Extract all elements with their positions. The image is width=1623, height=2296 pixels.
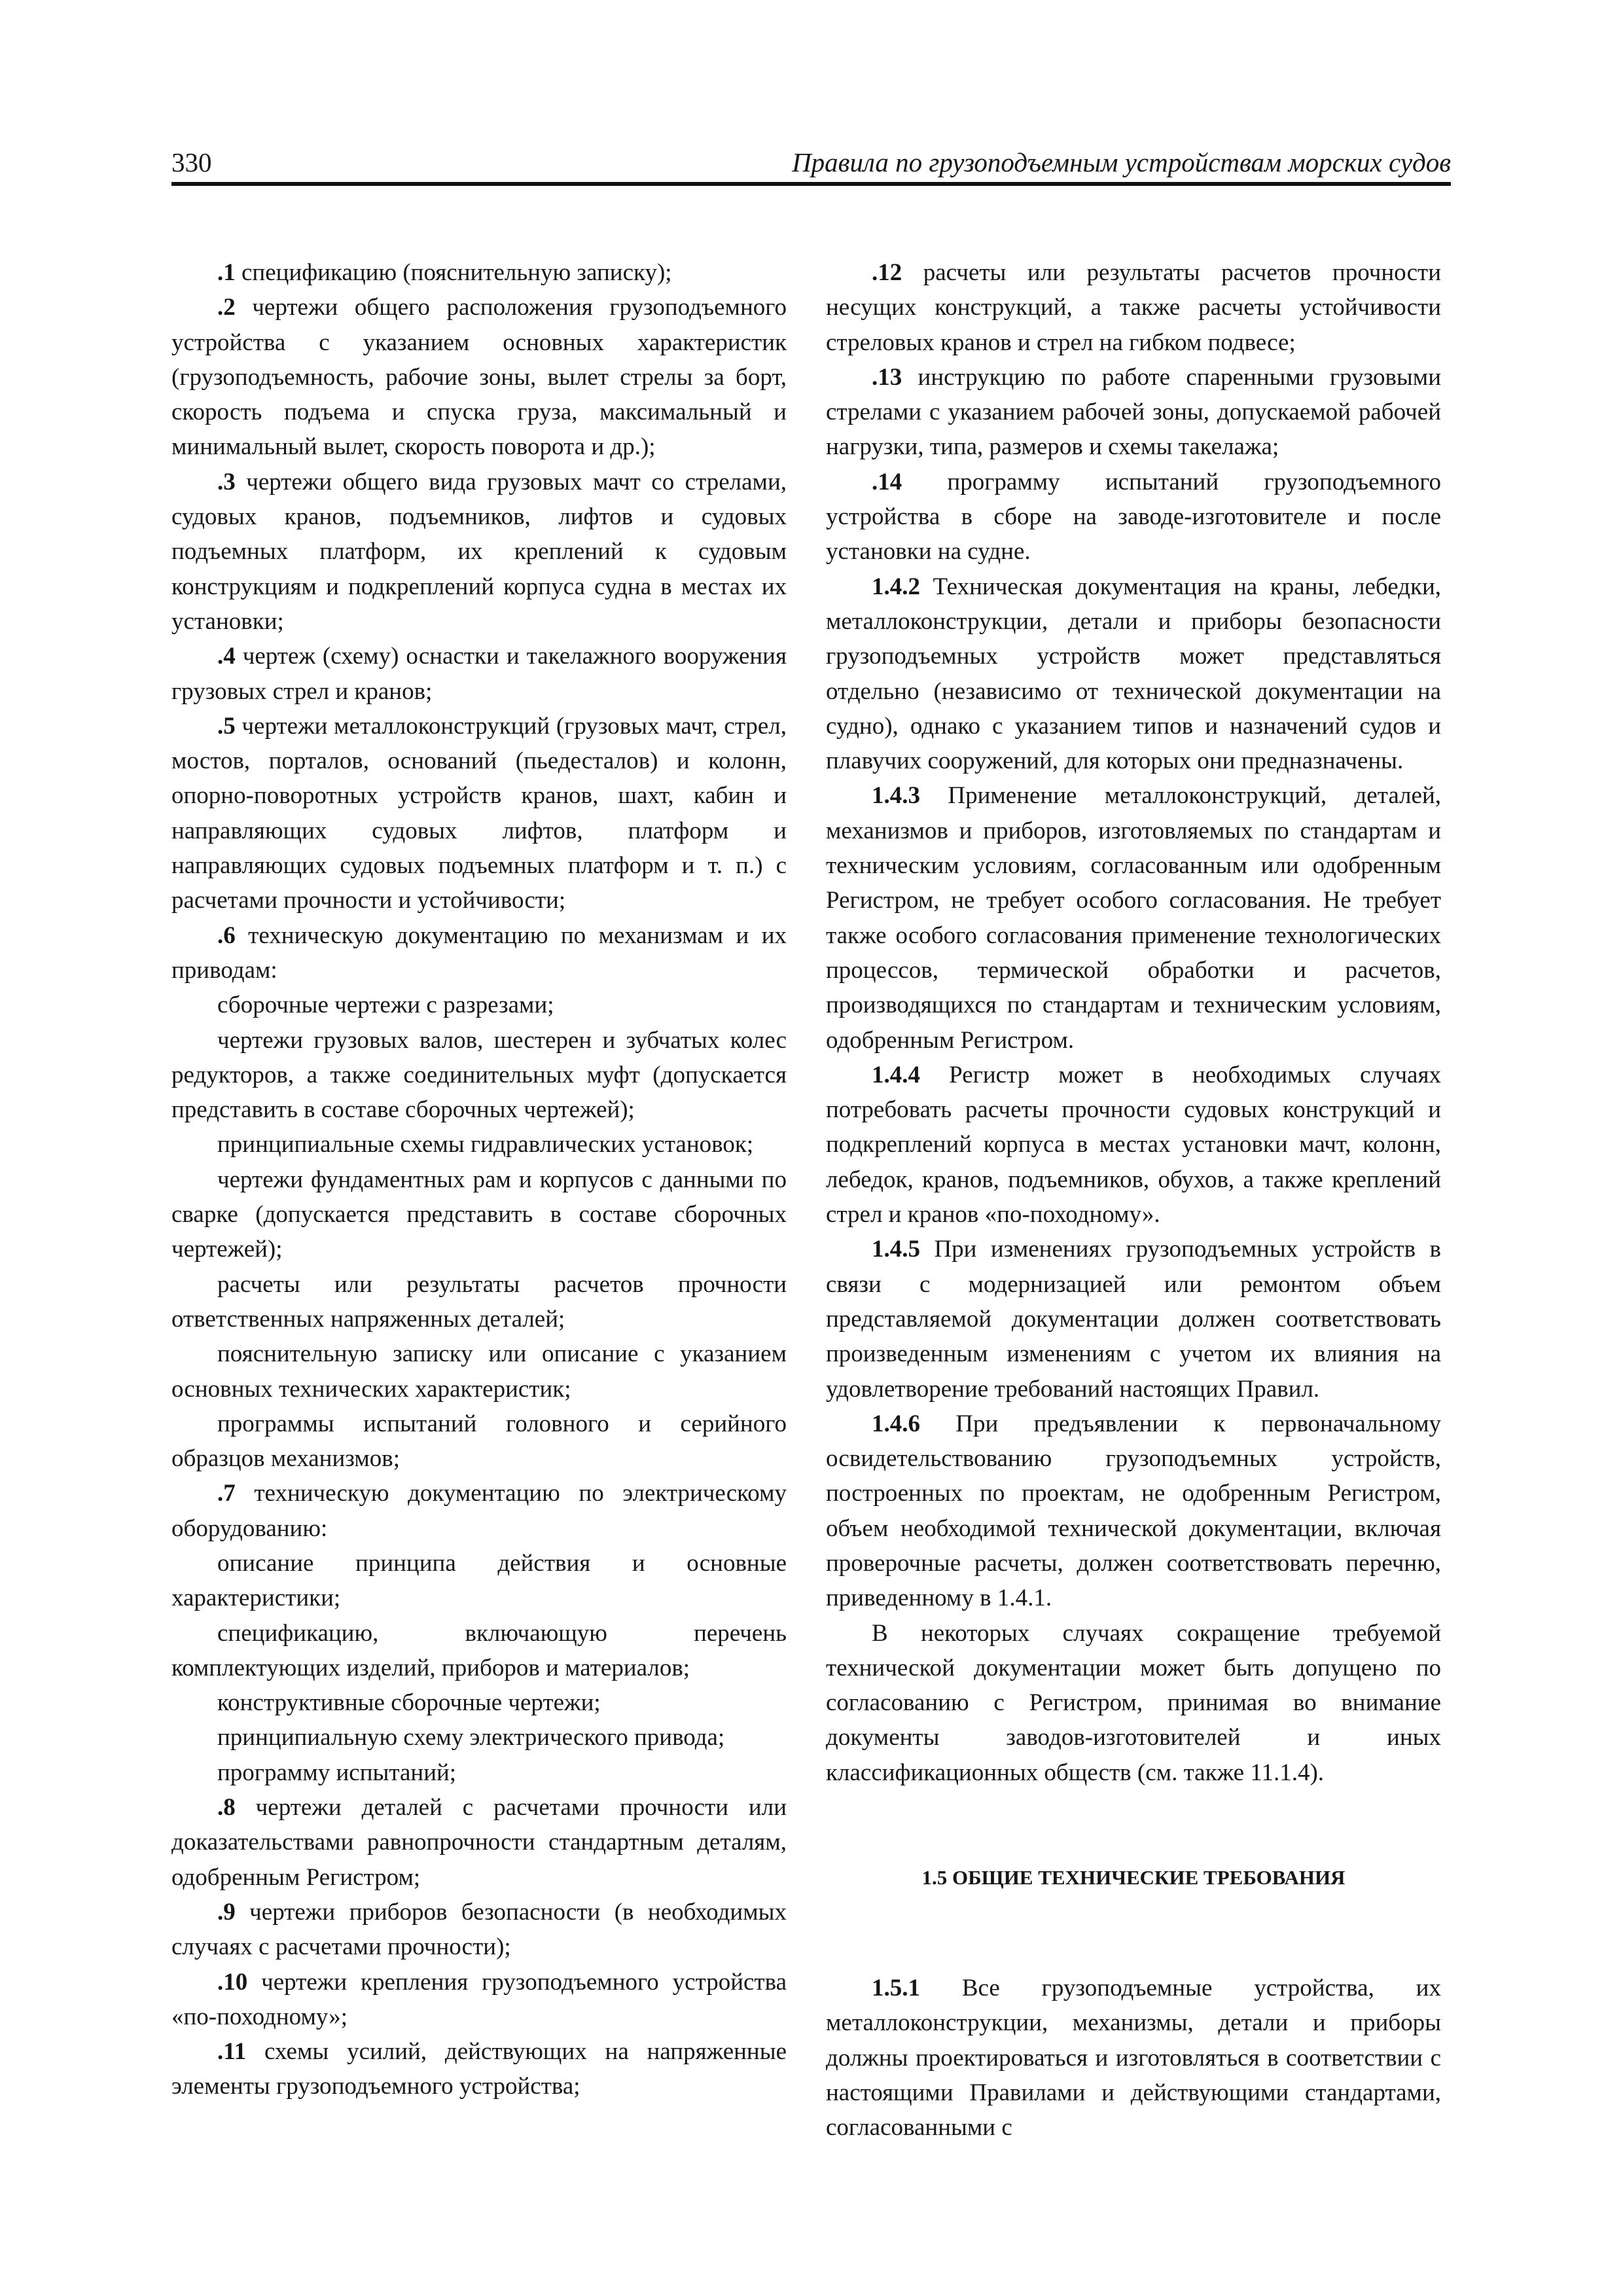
page-number: 330: [171, 147, 212, 177]
paragraph: 1.5.1 Все грузоподъемные устройства, их металлоконструкции, механизмы, детали и приборы должны проектироваться и изготовляться в соответствии с настоящими Правилами и действующими стандартами, согласованными с: [826, 1975, 1441, 2142]
paragraph: 1.4.6 При предъявлении к первоначальному освидетельствованию грузоподъемных устройств, построенных по проектам, не одобренным Регистром, объем необходимой технической документации, включая проверочные расчеты, должен соответствовать перечню, приведенному в 1.4.1.: [826, 1410, 1441, 1612]
list-item: .4 чертеж (схему) оснастки и такелажного вооружения грузовых стрел и кранов;: [171, 643, 787, 705]
paragraph: 1.4.2 Техническая документация на краны, лебедки, металлоконструкции, детали и приборы безопасности грузоподъемных устройств может представляться отдельно (независимо от технической документации на судно), однако с указанием типов и назначений судов и плавучих сооружений, для которых они предназначены.: [826, 573, 1441, 775]
left-column: [171, 255, 787, 2104]
list-item: .13 инструкцию по работе спаренными грузовыми стрелами с указанием рабочей зоны, допускаемой рабочей нагрузки, типа, размеров и схемы такелажа;: [826, 363, 1441, 461]
list-item: .14 программу испытаний грузоподъемного устройства в сборе на заводе-изготовителе и после установки на судне.: [826, 468, 1441, 565]
paragraph: 1.4.3 Применение металлоконструкций, деталей, механизмов и приборов, изготовляемых по стандартам и техническим условиям, согласованным или одобренным Регистром, не требует особого согласования. Не требует также особого согласования применение технологических процессов, термической обработки и расчетов, производящихся по стандартам и техническим условиям, одобренным Регистром.: [826, 782, 1441, 1054]
list-item: .10 чертежи крепления грузоподъемного устройства «по-походному»;: [171, 1968, 787, 2030]
list-item: .8 чертежи деталей с расчетами прочности или доказательствами равнопрочности стандартным деталям, одобренным Регистром;: [171, 1794, 787, 1891]
list-item: .2 чертежи общего расположения грузоподъемного устройства с указанием основных характеристик (грузоподъемность, рабочие зоны, вылет стрелы за борт, скорость подъема и спуска груза, максимальный и минимальный вылет, скорость поворота и др.);: [171, 294, 787, 461]
list-item: спецификацию, включающую перечень комплектующих изделий, приборов и материалов;: [171, 1619, 787, 1681]
list-item: конструктивные сборочные чертежи;: [217, 1689, 601, 1717]
list-item: чертежи фундаментных рам и корпусов с данными по сварке (допускается представить в составе сборочных чертежей);: [171, 1166, 787, 1263]
list-item: .12 расчеты или результаты расчетов прочности несущих конструкций, а также расчеты устойчивости стреловых кранов и стрел на гибком подвесе;: [826, 259, 1441, 356]
list-item: .9 чертежи приборов безопасности (в необходимых случаях с расчетами прочности);: [171, 1898, 787, 1961]
section-spacer: [826, 1790, 1441, 1863]
list-item: .1 спецификацию (пояснительную записку);: [217, 259, 672, 286]
list-item: программы испытаний головного и серийного образцов механизмов;: [171, 1410, 787, 1473]
paragraph: 1.4.5 При изменениях грузоподъемных устройств в связи с модернизацией или ремонтом объем представляемой документации должен соответствовать произведенным изменениям с учетом их влияния на удовлетворение требований настоящих Правил.: [826, 1236, 1441, 1403]
section-spacer: [826, 1892, 1441, 1971]
list-item: чертежи грузовых валов, шестерен и зубчатых колес редукторов, а также соединительных муфт (допускается представить в составе сборочных чертежей);: [171, 1026, 787, 1124]
paragraph: В некоторых случаях сокращение требуемой технической документации может быть допущено по согласованию с Регистром, принимая во внимание документы заводов-изготовителей и иных классификационных обществ (см. также 11.1.4).: [826, 1619, 1441, 1786]
list-item: расчеты или результаты расчетов прочности ответственных напряженных деталей;: [171, 1270, 787, 1333]
list-item: .11 схемы усилий, действующих на напряженные элементы грузоподъемного устройства;: [171, 2038, 787, 2100]
list-item: .6 техническую документацию по механизмам и их приводам:: [171, 922, 787, 984]
paragraph: 1.4.4 Регистр может в необходимых случаях потребовать расчеты прочности судовых конструкций и подкреплений корпуса в местах установки мачт, колонн, лебедок, кранов, подъемников, обухов, а также креплений стрел и кранов «по-походному».: [826, 1061, 1441, 1229]
list-item: принципиальные схемы гидравлических установок;: [217, 1131, 754, 1158]
right-column: [826, 255, 1441, 2145]
list-item: описание принципа действия и основные характеристики;: [171, 1549, 787, 1612]
running-title: Правила по грузоподъемным устройствам морских судов: [792, 147, 1451, 177]
list-item: сборочные чертежи с разрезами;: [217, 992, 554, 1019]
running-header: [171, 143, 1451, 186]
list-item: пояснительную записку или описание с указанием основных технических характеристик;: [171, 1340, 787, 1403]
list-item: .3 чертежи общего вида грузовых мачт со стрелами, судовых кранов, подъемников, лифтов и судовых подъемных платформ, их креплений к судовым конструкциям и подкреплений корпуса судна в местах их установки;: [171, 468, 787, 635]
list-item: .5 чертежи металлоконструкций (грузовых мачт, стрел, мостов, порталов, оснований (пьедесталов) и колонн, опорно-поворотных устройств кранов, шахт, кабин и направляющих судовых лифтов, платформ и направляющих судовых подъемных платформ и т. п.) с расчетами прочности и устойчивости;: [171, 712, 787, 914]
section-title: 1.5 ОБЩИЕ ТЕХНИЧЕСКИЕ ТРЕБОВАНИЯ: [921, 1866, 1346, 1890]
list-item: .7 техническую документацию по электрическому оборудованию:: [171, 1480, 787, 1542]
list-item: принципиальную схему электрического привода;: [217, 1724, 725, 1751]
list-item: программу испытаний;: [217, 1759, 457, 1786]
